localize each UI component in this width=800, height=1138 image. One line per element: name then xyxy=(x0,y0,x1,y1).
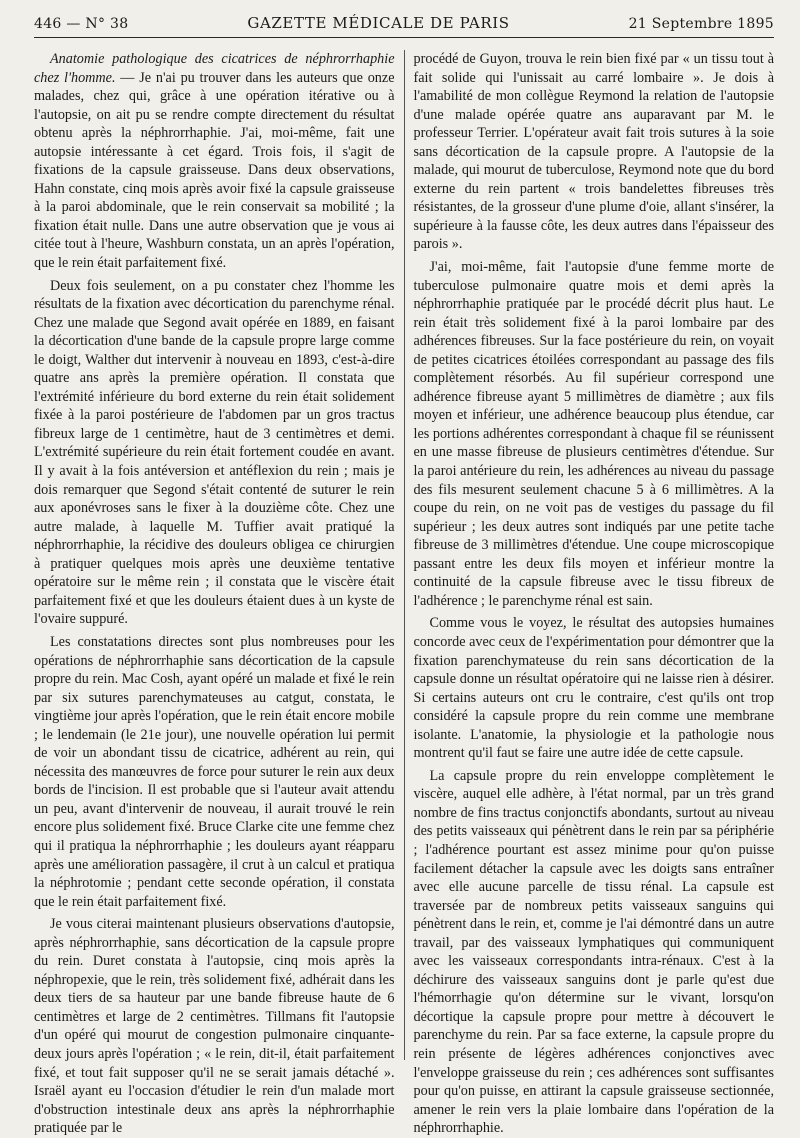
paragraph: J'ai, moi-même, fait l'autopsie d'une femme morte de tuberculose pulmonaire quatre mois et demi après la néphrorrhaphie pratiquée par le procédé décrit plus haut. Le rein était très solidement fixé à la paroi lombaire par des adhérences fibreuses. Sur la face postérieure du rein, on voyait de petites cicatrices étoilées correspondant au passage des fils complètement résorbés. Au fil supérieur correspond une adhérence fibreuse ayant 5 millimètres de diamètre ; aux fils moyen et inférieur, une adhérence beaucoup plus étendue, car les portions adhérentes correspondant à chaque fil se réunissent en une masse fibreuse de plusieurs centimètres d'étendue. Sur la paroi antérieure du rein, les adhérences au niveau du passage des fils mesurent seulement chacune 5 à 6 millimètres. A la coupe du rein, on ne voit pas de vestiges du passage du fil supérieur ; les deux autres sont indiqués par une petite tache fibreuse de 3 millimètres d'étendue. Une coupe microscopique passant entre les deux fils moyen et inférieur montre la continuité de la capsule fibreuse avec le tissu fibreux de l'adhérence ; le parenchyme rénal est sain. xyxy=(413,259,774,609)
page-number: 446 — N° 38 xyxy=(34,16,129,32)
paragraph: procédé de Guyon, trouva le rein bien fixé par « un tissu tout à fait solide qui l'unissait au carré lombaire ». Je dois à l'amabilité de mon collègue Reymond la relation de l'autopsie d'une malade opérée quatre ans auparavant par M. le professeur Terrier. L'opérateur avait fait trois sutures à la soie sans décortication de la capsule propre. A l'autopsie de la malade, qui mourut de tuberculose, Reymond note que du bord externe du rein partent « trois bandelettes fibreuses très résistantes, de la grosseur d'une plume d'oie, allant s'insérer, la supérieure à la fausse côte, les deux autres dans l'épaisseur des parois ». xyxy=(413,51,774,253)
text-columns xyxy=(34,50,774,1137)
journal-title: GAZETTE MÉDICALE DE PARIS xyxy=(247,14,510,32)
issue-date: 21 Septembre 1895 xyxy=(628,16,774,32)
page-header xyxy=(34,14,774,38)
paragraph: Je vous citerai maintenant plusieurs observations d'autopsie, après néphrorrhaphie, sans décortication de la capsule propre du rein. Duret constata à l'autopsie, cinq mois après la néphropexie, que le rein, très solidement fixé, adhérait dans les deux tiers de sa hauteur par une bande fibreuse haute de 6 centimètres et large de 2 centimètres. Tillmans fit l'autopsie d'un opéré qui mourut de congestion pulmonaire cinquante-deux jours après l'opération ; « le rein, dit-il, était parfaitement fixé, et tout fait supposer qu'il ne se serait jamais détaché ». Israël ayant eu l'occasion d'étudier le rein d'un malade mort d'obstruction intestinale deux ans après la néphrorrhaphie pratiquée par le xyxy=(34,916,395,1137)
paragraph: Comme vous le voyez, le résultat des autopsies humaines concorde avec ceux de l'expérimentation pour démontrer que la fixation parenchymateuse du rein sans décortication de la capsule donne un résultat opératoire qui ne laisse rien à désirer. Si certains auteurs ont cru le contraire, c'est qu'ils ont trop considéré la capsule propre du rein comme une membrane isolante. L'anatomie, la physiologie et la pathologie nous montrent qu'il faut se faire une autre idée de cette capsule. xyxy=(413,615,774,762)
section-lead: Anatomie pathologique des cicatrices de néphrorrhaphie chez l'homme. xyxy=(34,51,395,86)
paragraph: Les constatations directes sont plus nombreuses pour les opérations de néphrorrhaphie sans décortication de la capsule propre du rein. Mac Cosh, ayant opéré un malade et fixé le rein par six sutures parenchymateuses au catgut, constata, le vingtième jour après l'opération, que le rein était encore mobile ; le lendemain (le 21e jour), une nouvelle opération lui permit de voir un abondant tissu de cicatrice, adhérent au rein, qui nécessita des manœuvres de force pour suturer le rein aux deux bords de l'incision. Il est probable que si l'auteur avait attendu un peu, avant d'intervenir de nouveau, il aurait trouvé le rein encore plus solidement fixé. Bruce Clarke cite une femme chez qui il pratiqua la néphrorrhaphie ; les douleurs ayant réapparu après une amélioration passagère, il crut à un calcul et pratiqua la néphrotomie ; pendant cette seconde opération, il constata que le rein était parfaitement fixé. xyxy=(34,633,395,910)
paragraph xyxy=(34,50,395,273)
paragraph: Deux fois seulement, on a pu constater chez l'homme les résultats de la fixation avec décortication du parenchyme rénal. Chez une malade que Segond avait opérée en 1889, en faisant la décortication d'une bande de la capsule propre large comme le doigt, Walther dut intervenir à nouveau en 1893, c'est-à-dire quatre ans après la première opération. Il constata que l'extrémité inférieure du bord externe du rein était solidement fixée à la paroi postérieure de l'abdomen par un gros tractus fibreux large de 1 centimètre, haut de 3 centimètres et demi. L'extrémité supérieure du rein était fortement coudée en avant. Il y avait à la fois antéversion et antéflexion du rein ; mais je dois remarquer que Segond s'était contenté de suturer le rein aux aponévroses sans le fixer à la douzième côte. Chez une autre malade, à laquelle M. Tuffier avait pratiqué la néphrorrhaphie, la récidive des douleurs obligea ce chirurgien à pratiquer quelques mois après une deuxième tentative opératoire sur le même rein ; il constata que le viscère était parfaitement fixé et que les douleurs étaient dues à un kyste de l'ovaire suppuré. xyxy=(34,277,395,628)
left-column xyxy=(34,50,404,1137)
right-column xyxy=(404,50,775,1137)
paragraph-body: — Je n'ai pu trouver dans les auteurs que onze malades, chez qui, grâce à une opération itérative ou à l'autopsie, on ait pu se rendre compte directement du résultat obtenu après la néphrorrhaphie. J'ai, moi-même, fait une autopsie intéressante à cet égard. Trois fois, il s'agit de fixations de la capsule graisseuse. Dans deux observations, Hahn constate, cinq mois après avoir fixé la capsule graisseuse à la paroi abdominale, que le rein conservait sa mobilité ; la fixation était nulle. Dans une autre observation que je vous ai citée tout à l'heure, Washburn constata, un an après l'opération, que le rein était parfaitement fixé. xyxy=(34,69,395,272)
paragraph: La capsule propre du rein enveloppe complètement le viscère, auquel elle adhère, à l'état normal, par un très grand nombre de fins tractus conjonctifs abondants, surtout au niveau des petits vaisseaux qui pénètrent dans le rein par sa périphérie ; l'adhérence pourtant est assez minime pour qu'on puisse facilement détacher la capsule avec les doigts sans entraîner avec elle aucune parcelle de tissu rénal. La capsule est traversée par de nombreux petits vaisseaux sanguins qui pénètrent dans le rein, et, comme je l'ai démontré dans un autre travail, par des vaisseaux lymphatiques qui communiquent avec les vaisseaux correspondants intra-rénaux. C'est à la déchirure des vaisseaux sanguins dont je parle qu'est due l'hémorrhagie qu'on détermine sur le vivant, lorsqu'on décortique la capsule propre pour mettre à découvert le parenchyme du rein. Par sa face externe, la capsule propre du rein présente de légères adhérences conjonctives avec l'enveloppe graisseuse du rein ; ces adhérences sont suffisantes pour qu'on puisse, en attirant la capsule graisseuse sectionnée, amener le rein vers la plaie lombaire dans l'opération de la néphrorrhaphie. xyxy=(413,767,774,1137)
